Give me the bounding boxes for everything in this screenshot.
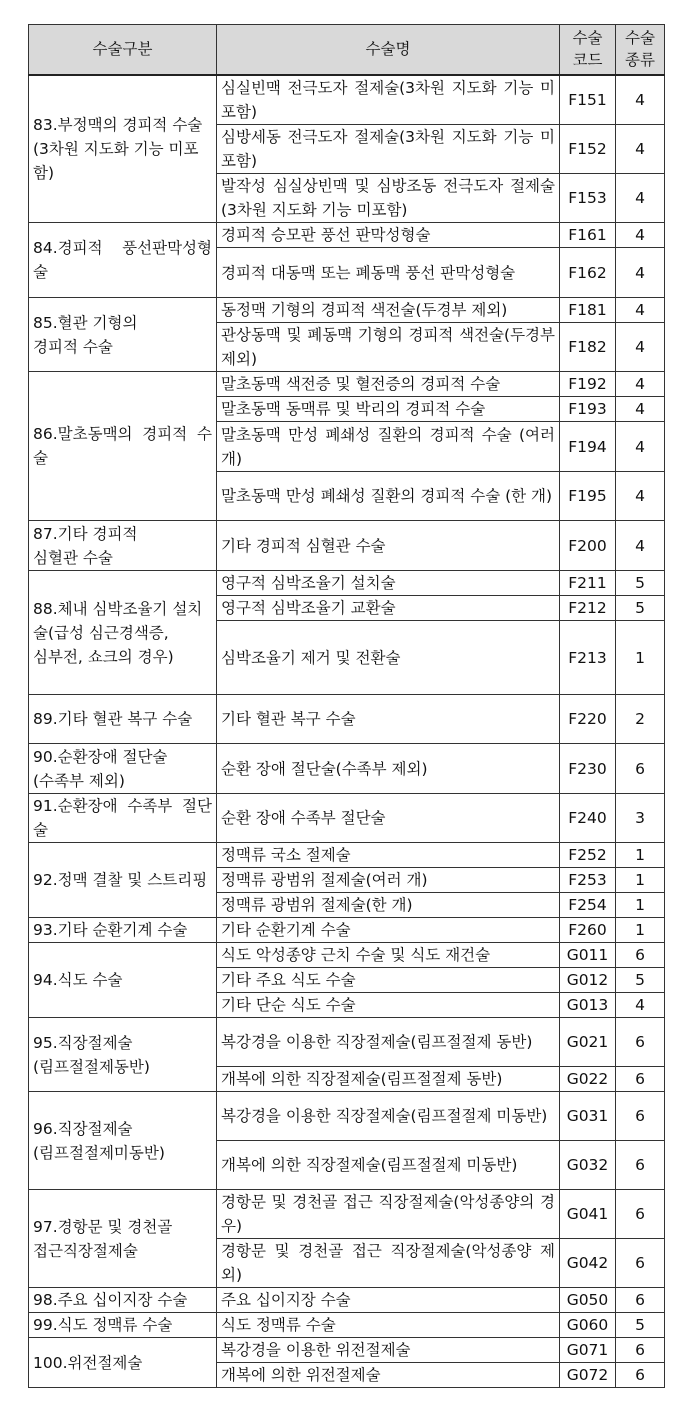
surgery-name-cell: 영구적 심박조율기 교환술	[217, 596, 560, 621]
surgery-type-cell: 6	[616, 1018, 665, 1067]
category-cell: 96.직장절제술 (림프절절제미동반)	[29, 1092, 217, 1190]
surgery-name-cell: 관상동맥 및 폐동맥 기형의 경피적 색전술(두경부 제외)	[217, 323, 560, 372]
surgery-code-cell: G072	[560, 1363, 616, 1388]
surgery-type-cell: 4	[616, 223, 665, 248]
surgery-type-cell: 6	[616, 1363, 665, 1388]
table-row	[29, 521, 665, 571]
surgery-type-cell: 4	[616, 248, 665, 298]
category-cell: 89.기타 혈관 복구 수술	[29, 695, 217, 744]
surgery-code-cell: F181	[560, 298, 616, 323]
surgery-name-cell: 말초동맥 동맥류 및 박리의 경피적 수술	[217, 397, 560, 422]
category-cell: 84.경피적 풍선판막성형술	[29, 223, 217, 298]
surgery-type-cell: 4	[616, 422, 665, 472]
category-cell: 97.경항문 및 경천골 접근직장절제술	[29, 1190, 217, 1288]
surgery-name-cell: 복강경을 이용한 위전절제술	[217, 1338, 560, 1363]
surgery-name-cell: 정맥류 국소 절제술	[217, 843, 560, 868]
surgery-type-cell: 6	[616, 744, 665, 794]
surgery-type-cell: 1	[616, 843, 665, 868]
surgery-code-cell: F192	[560, 372, 616, 397]
surgery-type-cell: 6	[616, 1190, 665, 1239]
surgery-code-cell: G031	[560, 1092, 616, 1141]
surgery-name-cell: 기타 단순 식도 수술	[217, 993, 560, 1018]
category-cell: 95.직장절제술 (림프절절제동반)	[29, 1018, 217, 1092]
surgery-type-cell: 4	[616, 397, 665, 422]
surgery-type-cell: 1	[616, 868, 665, 893]
surgery-code-cell: F220	[560, 695, 616, 744]
surgery-name-cell: 개복에 의한 직장절제술(림프절절제 미동반)	[217, 1141, 560, 1190]
category-cell: 94.식도 수술	[29, 943, 217, 1018]
surgery-type-cell: 1	[616, 621, 665, 695]
surgery-name-cell: 개복에 의한 위전절제술	[217, 1363, 560, 1388]
surgery-type-cell: 6	[616, 1141, 665, 1190]
surgery-type-cell: 3	[616, 794, 665, 843]
table-row	[29, 744, 665, 794]
surgery-type-cell: 4	[616, 125, 665, 174]
surgery-type-cell: 1	[616, 893, 665, 918]
surgery-name-cell: 순환 장애 수족부 절단술	[217, 794, 560, 843]
table-row	[29, 918, 665, 943]
table-row	[29, 695, 665, 744]
surgery-name-cell: 정맥류 광범위 절제술(여러 개)	[217, 868, 560, 893]
surgery-code-cell: G012	[560, 968, 616, 993]
surgery-type-cell: 4	[616, 75, 665, 125]
surgery-name-cell: 기타 경피적 심혈관 수술	[217, 521, 560, 571]
category-cell: 100.위전절제술	[29, 1338, 217, 1388]
surgery-type-cell: 4	[616, 298, 665, 323]
surgery-name-cell: 영구적 심박조율기 설치술	[217, 571, 560, 596]
surgery-code-cell: F200	[560, 521, 616, 571]
surgery-type-cell: 4	[616, 323, 665, 372]
table-row	[29, 75, 665, 125]
surgery-type-cell: 6	[616, 1338, 665, 1363]
category-cell: 91.순환장애 수족부 절단술	[29, 794, 217, 843]
surgery-name-cell: 발작성 심실상빈맥 및 심방조동 전극도자 절제술(3차원 지도화 기능 미포함)	[217, 174, 560, 223]
surgery-code-cell: F213	[560, 621, 616, 695]
surgery-code-cell: G032	[560, 1141, 616, 1190]
surgery-code-cell: F153	[560, 174, 616, 223]
table-row	[29, 1338, 665, 1363]
category-cell: 86.말초동맥의 경피적 수술	[29, 372, 217, 521]
surgery-code-cell: F260	[560, 918, 616, 943]
surgery-name-cell: 개복에 의한 직장절제술(림프절절제 동반)	[217, 1067, 560, 1092]
surgery-type-cell: 5	[616, 571, 665, 596]
surgery-name-cell: 심방세동 전극도자 절제술(3차원 지도화 기능 미포함)	[217, 125, 560, 174]
header-surgery-type: 수술 종류	[616, 25, 665, 75]
category-cell: 92.정맥 결찰 및 스트리핑	[29, 843, 217, 918]
category-cell: 88.체내 심박조율기 설치술(급성 심근경색증, 심부전, 쇼크의 경우)	[29, 571, 217, 695]
surgery-type-cell: 4	[616, 372, 665, 397]
surgery-code-cell: F161	[560, 223, 616, 248]
surgery-code-cell: F253	[560, 868, 616, 893]
surgery-name-cell: 말초동맥 만성 폐쇄성 질환의 경피적 수술 (한 개)	[217, 472, 560, 521]
surgery-type-cell: 4	[616, 174, 665, 223]
surgery-code-cell: G021	[560, 1018, 616, 1067]
table-row	[29, 1018, 665, 1067]
header-surgery-code: 수술 코드	[560, 25, 616, 75]
surgery-type-cell: 6	[616, 1092, 665, 1141]
category-cell: 93.기타 순환기계 수술	[29, 918, 217, 943]
surgery-name-cell: 식도 악성종양 근치 수술 및 식도 재건술	[217, 943, 560, 968]
surgery-name-cell: 심실빈맥 전극도자 절제술(3차원 지도화 기능 미포함)	[217, 75, 560, 125]
table-body	[29, 75, 665, 1388]
surgery-name-cell: 기타 주요 식도 수술	[217, 968, 560, 993]
surgery-name-cell: 경항문 및 경천골 접근 직장절제술(악성종양 제외)	[217, 1239, 560, 1288]
surgery-type-cell: 5	[616, 1313, 665, 1338]
surgery-name-cell: 복강경을 이용한 직장절제술(림프절절제 미동반)	[217, 1092, 560, 1141]
surgery-type-cell: 6	[616, 943, 665, 968]
table-row	[29, 1313, 665, 1338]
surgery-type-cell: 4	[616, 993, 665, 1018]
surgery-name-cell: 경항문 및 경천골 접근 직장절제술(악성종양의 경우)	[217, 1190, 560, 1239]
surgery-code-cell: F151	[560, 75, 616, 125]
surgery-name-cell: 경피적 승모판 풍선 판막성형술	[217, 223, 560, 248]
surgery-code-cell: F230	[560, 744, 616, 794]
surgery-code-cell: F254	[560, 893, 616, 918]
surgery-type-cell: 1	[616, 918, 665, 943]
table-row	[29, 943, 665, 968]
table-row	[29, 223, 665, 248]
header-row	[29, 25, 665, 75]
surgery-code-cell: F195	[560, 472, 616, 521]
table-row	[29, 843, 665, 868]
surgery-type-cell: 5	[616, 968, 665, 993]
surgery-name-cell: 심박조율기 제거 및 전환술	[217, 621, 560, 695]
surgery-type-cell: 4	[616, 521, 665, 571]
header-category: 수술구분	[29, 25, 217, 75]
surgery-name-cell: 복강경을 이용한 직장절제술(림프절절제 동반)	[217, 1018, 560, 1067]
surgery-name-cell: 순환 장애 절단술(수족부 제외)	[217, 744, 560, 794]
surgery-name-cell: 기타 혈관 복구 수술	[217, 695, 560, 744]
surgery-name-cell: 기타 순환기계 수술	[217, 918, 560, 943]
surgery-code-cell: F212	[560, 596, 616, 621]
table-row	[29, 1288, 665, 1313]
surgery-type-cell: 2	[616, 695, 665, 744]
surgery-code-cell: G050	[560, 1288, 616, 1313]
surgery-code-cell: G011	[560, 943, 616, 968]
surgery-code-cell: F252	[560, 843, 616, 868]
category-cell: 98.주요 십이지장 수술	[29, 1288, 217, 1313]
surgery-code-cell: G013	[560, 993, 616, 1018]
table-row	[29, 298, 665, 323]
surgery-name-cell: 말초동맥 색전증 및 혈전증의 경피적 수술	[217, 372, 560, 397]
surgery-name-cell: 정맥류 광범위 절제술(한 개)	[217, 893, 560, 918]
category-cell: 87.기타 경피적 심혈관 수술	[29, 521, 217, 571]
table-row	[29, 794, 665, 843]
surgery-code-cell: G060	[560, 1313, 616, 1338]
surgery-classification-table	[28, 24, 665, 1388]
surgery-code-cell: F182	[560, 323, 616, 372]
category-cell: 85.혈관 기형의 경피적 수술	[29, 298, 217, 372]
header-surgery-name: 수술명	[217, 25, 560, 75]
surgery-code-cell: F152	[560, 125, 616, 174]
surgery-type-cell: 5	[616, 596, 665, 621]
surgery-type-cell: 6	[616, 1239, 665, 1288]
category-cell: 99.식도 정맥류 수술	[29, 1313, 217, 1338]
surgery-code-cell: F193	[560, 397, 616, 422]
surgery-code-cell: G022	[560, 1067, 616, 1092]
table-row	[29, 372, 665, 397]
table-row	[29, 1092, 665, 1141]
surgery-name-cell: 말초동맥 만성 폐쇄성 질환의 경피적 수술 (여러 개)	[217, 422, 560, 472]
surgery-type-cell: 6	[616, 1288, 665, 1313]
surgery-name-cell: 주요 십이지장 수술	[217, 1288, 560, 1313]
surgery-code-cell: F194	[560, 422, 616, 472]
category-cell: 90.순환장애 절단술 (수족부 제외)	[29, 744, 217, 794]
table-row	[29, 1190, 665, 1239]
surgery-type-cell: 6	[616, 1067, 665, 1092]
surgery-type-cell: 4	[616, 472, 665, 521]
surgery-code-cell: F162	[560, 248, 616, 298]
surgery-code-cell: G071	[560, 1338, 616, 1363]
surgery-code-cell: G042	[560, 1239, 616, 1288]
surgery-name-cell: 경피적 대동맥 또는 폐동맥 풍선 판막성형술	[217, 248, 560, 298]
table-row	[29, 571, 665, 596]
surgery-name-cell: 식도 정맥류 수술	[217, 1313, 560, 1338]
surgery-code-cell: F240	[560, 794, 616, 843]
surgery-code-cell: G041	[560, 1190, 616, 1239]
surgery-code-cell: F211	[560, 571, 616, 596]
surgery-name-cell: 동정맥 기형의 경피적 색전술(두경부 제외)	[217, 298, 560, 323]
category-cell: 83.부정맥의 경피적 수술 (3차원 지도화 기능 미포함)	[29, 75, 217, 223]
